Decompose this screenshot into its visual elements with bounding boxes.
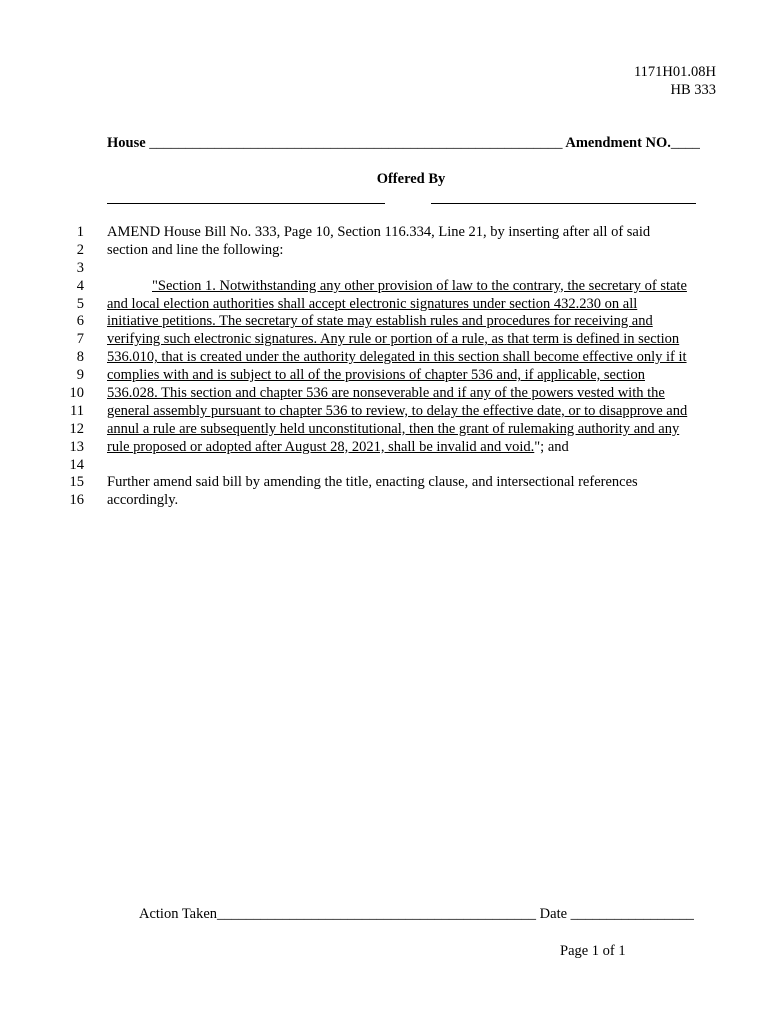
- numbered-line: [0, 474, 770, 492]
- line-text: AMEND House Bill No. 333, Page 10, Section 116.334, Line 21, by inserting after all of said: [107, 224, 651, 240]
- inserted-text: general assembly pursuant to chapter 536 to review, to delay the effective date, or to disapprove and: [107, 402, 688, 419]
- numbered-line: [0, 349, 770, 367]
- document-code: 1171H01.08H: [633, 64, 716, 80]
- bill-number: HB 333: [670, 82, 716, 98]
- sponsor-signature-line-left: [107, 203, 385, 204]
- line-text: Further amend said bill by amending the title, enacting clause, and intersectional references: [107, 474, 638, 491]
- inserted-text: and local election authorities shall accept electronic signatures under section 432.230 on all: [107, 295, 638, 312]
- numbered-line: [0, 296, 770, 314]
- numbered-line: [0, 439, 770, 457]
- line-number: 13: [69, 438, 84, 455]
- numbered-line: [0, 492, 770, 510]
- line-number: 11: [70, 402, 84, 419]
- amendment-body: [0, 224, 770, 510]
- inserted-text: "Section 1. Notwithstanding any other provision of law to the contrary, the secretary of state: [152, 277, 687, 294]
- line-text-wrapper: [107, 439, 569, 457]
- line-number: 9: [76, 367, 84, 384]
- inserted-text: initiative petitions. The secretary of state may establish rules and procedures for receiving and: [107, 313, 653, 330]
- date-label: Date: [539, 906, 568, 922]
- line-number: 10: [69, 385, 84, 402]
- numbered-line: [0, 224, 770, 242]
- house-blank: _________________________________________________________: [149, 135, 563, 151]
- numbered-line: [0, 385, 770, 403]
- offered-by-heading: Offered By: [376, 171, 446, 187]
- line-number: 7: [76, 331, 84, 348]
- inserted-text: rule proposed or adopted after August 28, 2021, shall be invalid and void.: [107, 438, 535, 455]
- document-header: [634, 63, 716, 99]
- inserted-text: 536.010, that is created under the authority delegated in this section shall become effective only if it: [107, 349, 687, 366]
- numbered-line: [0, 242, 770, 260]
- amendment-blank: ____: [670, 135, 700, 151]
- line-text: accordingly.: [107, 492, 179, 509]
- line-number: 16: [69, 492, 84, 509]
- line-text: section and line the following:: [107, 241, 284, 258]
- numbered-line: [0, 367, 770, 385]
- line-number: 2: [76, 241, 84, 258]
- numbered-line: [0, 331, 770, 349]
- action-taken-row: [139, 906, 694, 923]
- line-number: 6: [76, 313, 84, 330]
- line-number: 8: [76, 349, 84, 366]
- numbered-line: [0, 457, 770, 475]
- numbered-line: [0, 278, 770, 296]
- numbered-line: [0, 421, 770, 439]
- page-number: Page 1 of 1: [560, 943, 626, 959]
- line-number: 15: [69, 474, 84, 491]
- house-label: House: [107, 135, 146, 151]
- inserted-text: complies with and is subject to all of the provisions of chapter 536 and, if applicable, section: [107, 367, 645, 384]
- line-number: 14: [69, 456, 84, 473]
- sponsor-signature-line-right: [431, 203, 696, 204]
- line-number: 12: [69, 420, 84, 437]
- inserted-text-close: "; and: [534, 438, 569, 455]
- amendment-label: Amendment NO.: [565, 135, 671, 151]
- line-number: 3: [76, 259, 84, 276]
- inserted-text: annul a rule are subsequently held unconstitutional, then the grant of rulemaking authority and any: [107, 420, 680, 437]
- line-number: 5: [76, 295, 84, 312]
- numbered-line: [0, 403, 770, 421]
- inserted-text: 536.028. This section and chapter 536 are nonseverable and if any of the powers vested with the: [107, 385, 665, 402]
- numbered-line: [0, 313, 770, 331]
- inserted-text: verifying such electronic signatures. Any rule or portion of a rule, as that term is defined in section: [107, 331, 680, 348]
- house-amendment-row: [107, 135, 715, 152]
- numbered-line: [0, 260, 770, 278]
- action-taken-blank: ____________________________________________: [217, 906, 537, 922]
- line-number: 4: [76, 277, 84, 294]
- date-blank: _________________: [570, 906, 694, 922]
- line-number: 1: [76, 224, 84, 240]
- action-taken-label: Action Taken: [139, 906, 218, 922]
